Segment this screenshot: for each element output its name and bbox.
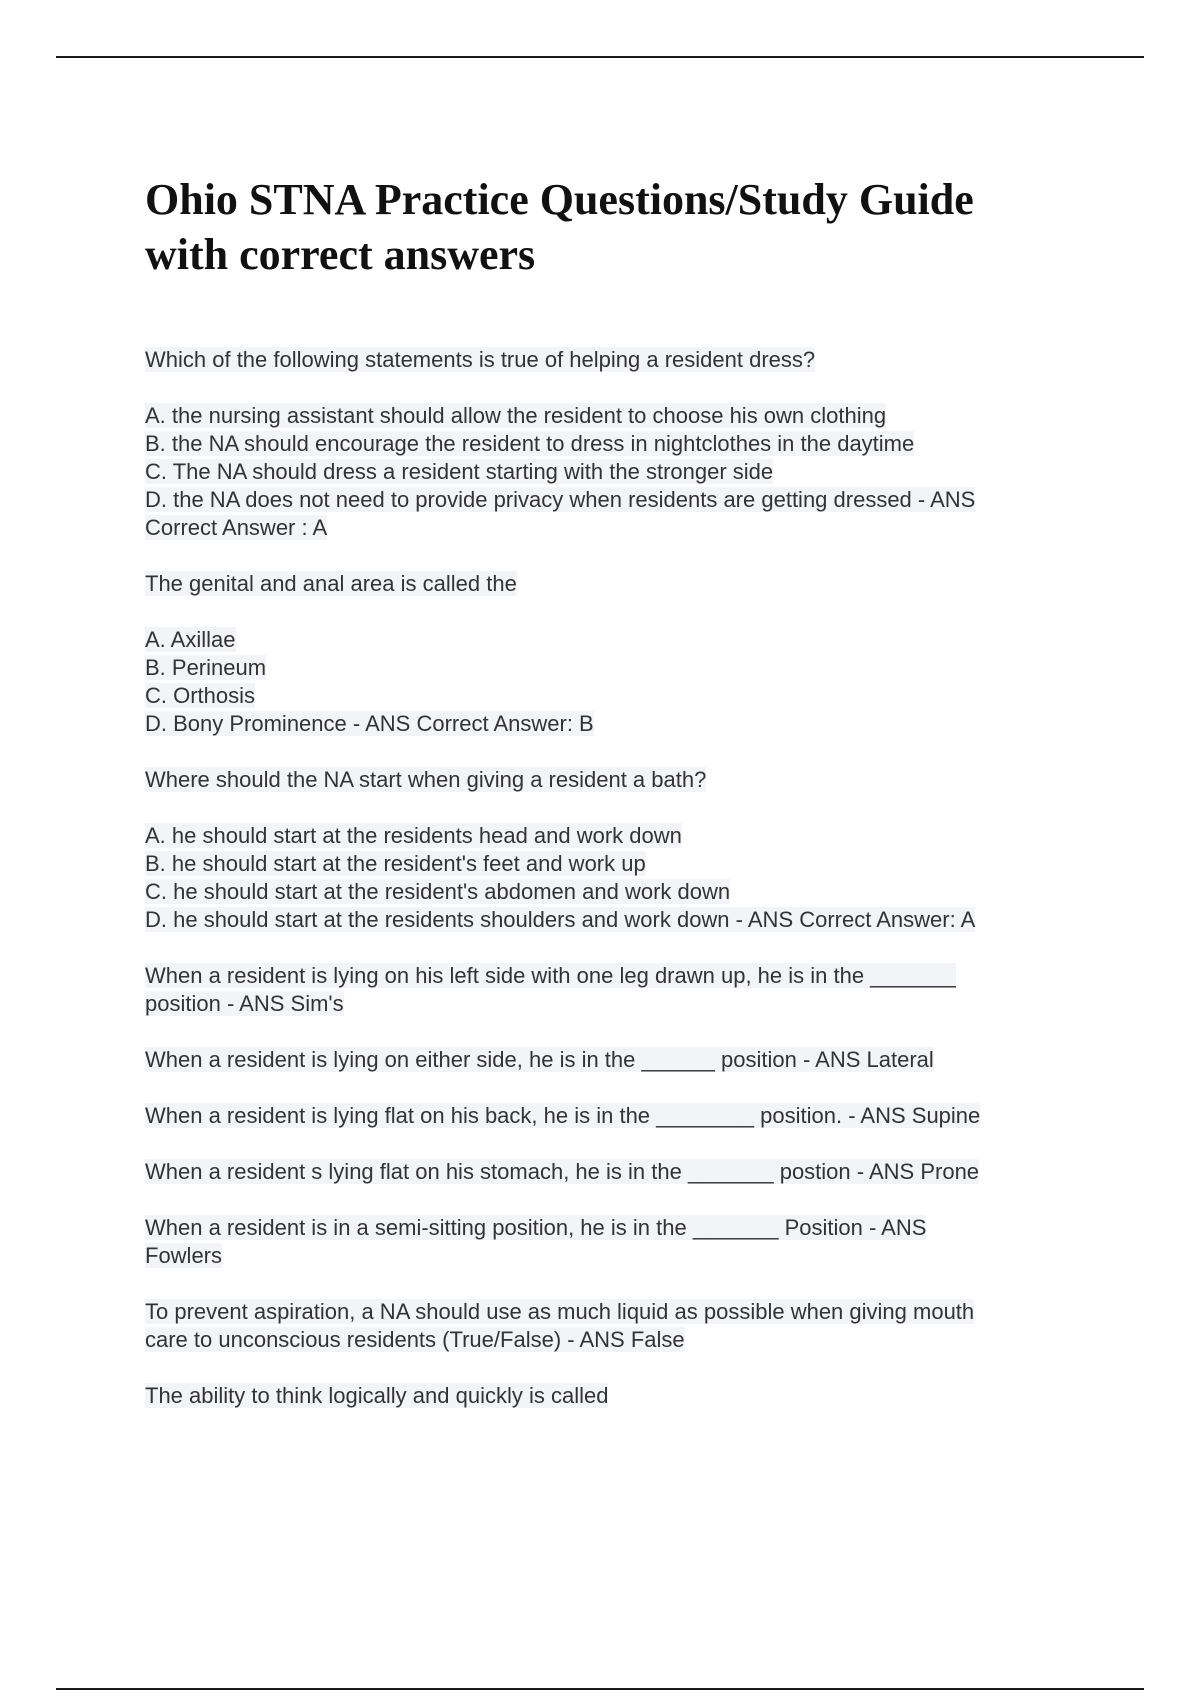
text-line-content: A. the nursing assistant should allow the resident to choose his own clothing [145,403,887,428]
text-line-content: When a resident is lying flat on his back, he is in the ________ position. - ANS Supine [145,1103,981,1128]
text-line [145,1046,1075,1074]
bottom-rule [56,1688,1144,1690]
text-line-content: To prevent aspiration, a NA should use as much liquid as possible when giving mouth [145,1299,975,1324]
text-line [145,1326,1075,1354]
text-block [145,962,1075,1018]
text-line [145,626,1075,654]
text-line [145,654,1075,682]
text-block [145,346,1075,374]
text-line [145,766,1075,794]
text-line-content: C. Orthosis [145,683,256,708]
text-line-content: C. The NA should dress a resident starting with the stronger side [145,459,774,484]
text-line [145,1242,1075,1270]
text-block [145,1298,1075,1354]
text-line [145,486,1075,514]
text-line-content: The ability to think logically and quickly is called [145,1383,609,1408]
document-title [145,172,1075,282]
text-line [145,570,1075,598]
text-block [145,1102,1075,1130]
text-line-content: A. Axillae [145,627,236,652]
text-line-content: B. Perineum [145,655,267,680]
text-line-content: The genital and anal area is called the [145,571,517,596]
text-line [145,962,1075,990]
text-block [145,1158,1075,1186]
top-rule [56,56,1144,58]
text-block [145,1382,1075,1410]
text-line [145,1102,1075,1130]
text-block [145,570,1075,598]
text-block [145,402,1075,542]
text-line-content: B. he should start at the resident's feet and work up [145,851,646,876]
text-line-content: Which of the following statements is true of helping a resident dress? [145,347,816,372]
document-body [145,172,1075,1438]
text-line [145,990,1075,1018]
text-line-content: When a resident is in a semi-sitting position, he is in the _______ Position - ANS [145,1215,927,1240]
text-line [145,850,1075,878]
text-line-content: When a resident s lying flat on his stomach, he is in the _______ postion - ANS Prone [145,1159,980,1184]
text-block [145,1214,1075,1270]
title-line-2: with correct answers [145,230,536,279]
text-line [145,430,1075,458]
text-block [145,822,1075,934]
text-line-content: D. the NA does not need to provide privacy when residents are getting dressed - ANS [145,487,976,512]
text-line-content: care to unconscious residents (True/False) - ANS False [145,1327,685,1352]
text-line [145,906,1075,934]
title-line-1: Ohio STNA Practice Questions/Study Guide [145,175,974,224]
text-line-content: B. the NA should encourage the resident to dress in nightclothes in the daytime [145,431,915,456]
question-list [145,346,1075,1410]
text-line [145,710,1075,738]
text-line-content: position - ANS Sim's [145,991,344,1016]
text-line [145,402,1075,430]
text-block [145,626,1075,738]
text-line [145,1214,1075,1242]
text-line-content: Fowlers [145,1243,223,1268]
text-line [145,822,1075,850]
text-line [145,346,1075,374]
text-line [145,458,1075,486]
text-line [145,878,1075,906]
text-line [145,514,1075,542]
text-line [145,1382,1075,1410]
text-line-content: Where should the NA start when giving a resident a bath? [145,767,707,792]
text-line [145,682,1075,710]
text-line [145,1158,1075,1186]
text-line-content: When a resident is lying on either side, he is in the ______ position - ANS Lateral [145,1047,934,1072]
text-block [145,766,1075,794]
text-block [145,1046,1075,1074]
text-line-content: D. Bony Prominence - ANS Correct Answer: B [145,711,594,736]
text-line-content: C. he should start at the resident's abdomen and work down [145,879,731,904]
text-line [145,1298,1075,1326]
text-line-content: Correct Answer : A [145,515,328,540]
text-line-content: D. he should start at the residents shoulders and work down - ANS Correct Answer: A [145,907,976,932]
text-line-content: When a resident is lying on his left side with one leg drawn up, he is in the _______ [145,963,956,988]
text-line-content: A. he should start at the residents head and work down [145,823,682,848]
